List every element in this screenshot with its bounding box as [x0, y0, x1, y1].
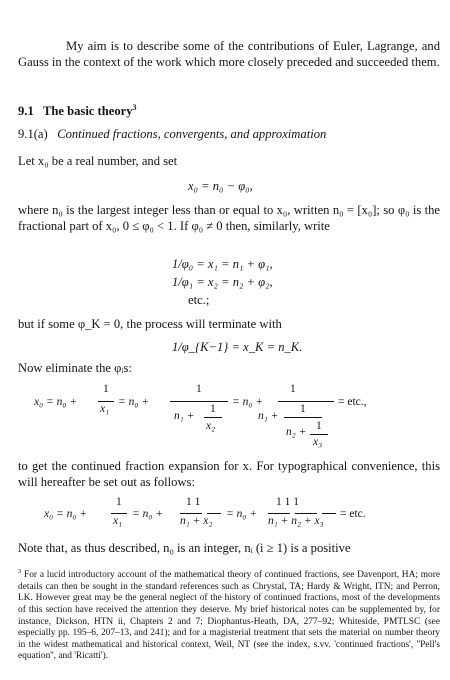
cf-bar-c — [204, 417, 222, 418]
cf-n1-a: n₁ + — [174, 410, 195, 422]
cf-x1: x₁ — [100, 403, 110, 415]
cf-one-a: 1 — [103, 383, 109, 395]
cn-bar-b — [180, 513, 202, 514]
cf-bar-e — [284, 417, 322, 418]
cf-bar-b — [170, 401, 228, 402]
cf-eq-n0-a: = n₀ + — [118, 396, 150, 408]
cn-mid2: = n₀ + — [226, 508, 258, 520]
paragraph-eliminate: Now eliminate the φᵢs: — [18, 361, 132, 375]
cf-n1-b: n₁ + — [258, 410, 279, 422]
continued-fraction-display — [0, 380, 450, 450]
subsection-number: 9.1(a) — [18, 127, 48, 141]
equation-etc: etc.; — [188, 293, 210, 307]
paragraph-where-n0: where n₀ is the largest integer less than or equal to x₀, written n₀ = [x₀]; so φ₀ is the fractional part of x₀, 0 ≤ φ₀ < 1. If φ₀ ≠ 0 then, similarly, write — [18, 203, 440, 233]
footnote-mark: 3 — [18, 568, 22, 575]
intro-paragraph: My aim is to describe some of the contributions of Euler, Lagrange, and Gauss in the context of the work which more closely preceded and succeeded them. — [18, 39, 440, 69]
cf-one-e: 1 — [300, 403, 306, 415]
cn-den2: n₁ + x₂ — [180, 515, 213, 527]
subsection-heading — [18, 126, 440, 142]
equation-terminate: 1/φ_{K−1} = x_K = n_K. — [172, 340, 303, 354]
paragraph-process-terminate: but if some φ_K = 0, the process will terminate with — [18, 317, 282, 331]
cn-mid1: = n₀ + — [132, 508, 164, 520]
cf-one-d: 1 — [290, 383, 296, 395]
paragraph-to-get: to get the continued fraction expansion for x. For typographical convenience, this will hereafter be set out as follows: — [18, 459, 440, 489]
footnote-text: For a lucid introductory account of the mathematical theory of continued fractions, see Davenport, HA; more details can then be sought in the standard references such as Chrystal, TA; Hardy & Wright, ITN; and Perron, LK. However great may be the general neglect of the history of continued fractions, most of the developments of this section have received the attention they deserve. My brief historical notes can be supplemented by, for instance, Dickson, HTN ii, Chapters 2 and 7; Diophantus-Heath, DA, 277–92; Whiteside, PMTLSC (see especially pp. 195–6, 207–13, and 241); and for a magisterial treatment that sets the material on number theory in the widest mathematical and historical context, Weil, NT (see the index, s.vv. 'continued fractions', ''Pell's equation'', and 'Ricatti'). — [18, 570, 440, 662]
cn-triple: 1 1 1 — [276, 496, 299, 508]
section-number: 9.1 — [18, 104, 34, 119]
cf-eq-n0-b: = n₀ + — [232, 396, 264, 408]
equation-x0: x₀ = n₀ − φ₀, — [188, 179, 253, 193]
compact-notation-display — [0, 496, 450, 536]
paragraph-let-x0: Let x₀ be a real number, and set — [18, 154, 178, 168]
cf-bar-a — [98, 401, 114, 402]
cf-bar-f — [310, 434, 328, 435]
cf-n2: n₂ + — [286, 426, 307, 438]
cf-one-f: 1 — [316, 420, 322, 432]
cn-bar-c — [207, 513, 221, 514]
section-footnote-mark: 3 — [132, 103, 137, 112]
cn-bar-d — [268, 513, 290, 514]
cn-etc: = etc. — [340, 508, 366, 520]
cf-etc: = etc., — [338, 396, 367, 408]
cf-x2: x₂ — [206, 420, 216, 432]
equation-phi1: 1/φ₁ = x₂ = n₂ + φ₂, — [172, 275, 273, 289]
cn-bar-f — [322, 513, 336, 514]
section-heading — [18, 100, 440, 119]
cn-pair: 1 1 — [186, 496, 201, 508]
cn-bar-a — [111, 513, 127, 514]
cf-lhs: x₀ = n₀ + — [34, 396, 77, 408]
paragraph-note-that: Note that, as thus described, n₀ is an integer, nᵢ (i ≥ 1) is a positive — [18, 541, 351, 555]
cf-one-c: 1 — [210, 403, 216, 415]
footnote — [18, 566, 440, 663]
cf-one-b: 1 — [196, 383, 202, 395]
cf-x3: x₃ — [313, 436, 323, 448]
cn-den3: n₁ + n₂ + x₃ — [268, 515, 324, 527]
equation-phi0: 1/φ₀ = x₁ = n₁ + φ₁, — [172, 257, 273, 271]
cf-bar-d — [278, 401, 334, 402]
section-title: The basic theory — [42, 104, 133, 119]
cn-lhs: x₀ = n₀ + — [44, 508, 87, 520]
subsection-title: Continued fractions, convergents, and approximation — [57, 127, 327, 141]
cn-bar-e — [295, 513, 317, 514]
cn-x1: x₁ — [113, 515, 123, 527]
cn-one: 1 — [116, 496, 122, 508]
